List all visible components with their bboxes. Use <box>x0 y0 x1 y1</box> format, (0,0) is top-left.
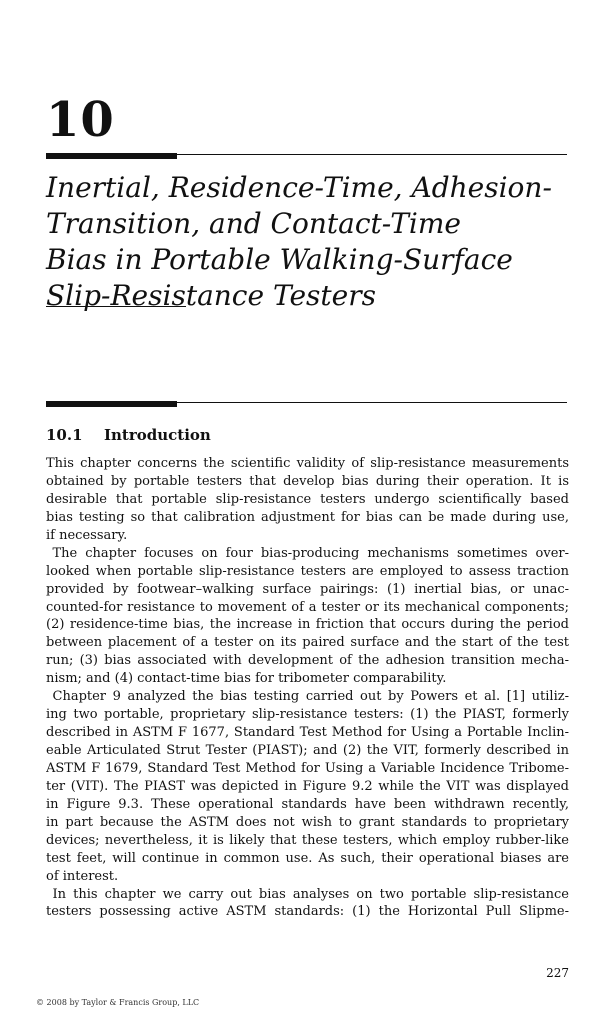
body-line: devices; nevertheless, it is likely that these testers, which employ rubber-like <box>46 832 569 848</box>
body-line: testers possessing active ASTM standards: (1) the Horizontal Pull Slipme- <box>46 904 569 920</box>
copyright-notice: © 2008 by Taylor & Francis Group, LLC <box>36 998 200 1007</box>
chapter-number: 10 <box>46 92 115 148</box>
body-line: if necessary. <box>46 527 128 543</box>
chapter-title <box>46 170 586 314</box>
body-line: of interest. <box>46 868 119 884</box>
body-line: Chapter 9 analyzed the bias testing carried out by Powers et al. [1] utiliz- <box>46 689 569 705</box>
body-line: bias testing so that calibration adjustment for bias can be made during use, <box>46 509 569 525</box>
body-line: between placement of a tester on its paired surface and the start of the test <box>46 635 569 651</box>
chapter-rule-bar <box>46 153 177 159</box>
body-line: The chapter focuses on four bias-producing mechanisms sometimes over- <box>46 545 569 561</box>
body-line: nism; and (4) contact-time bias for tribometer comparability. <box>46 671 447 687</box>
body-line: run; (3) bias associated with development of the adhesion transition mecha- <box>46 653 569 669</box>
section-divider-bar <box>46 401 177 407</box>
body-line: desirable that portable slip-resistance testers undergo scientifically based <box>46 491 569 507</box>
body-line: looked when portable slip-resistance testers are employed to assess traction <box>46 563 569 579</box>
body-line: eable Articulated Strut Tester (PIAST); and (2) the VIT, formerly described in <box>46 743 569 758</box>
body-line: ASTM F 1679, Standard Test Method for Using a Variable Incidence Tribome- <box>46 760 569 776</box>
body-line: in Figure 9.3. These operational standards have been withdrawn recently, <box>46 796 569 812</box>
body-line: provided by footwear–walking surface pairings: (1) inertial bias, or unac- <box>46 581 569 597</box>
body-line: This chapter concerns the scientific validity of slip-resistance measurements <box>46 456 569 471</box>
section-title: Introduction <box>104 426 211 444</box>
body-line: obtained by portable testers that develop bias during their operation. It is <box>46 473 569 489</box>
chapter-title-line: Inertial, Residence-Time, Adhesion- <box>46 171 552 204</box>
body-line: ing two portable, proprietary slip-resistance testers: (1) the PIAST, formerly <box>46 707 569 723</box>
section-heading <box>46 425 211 445</box>
body-line: In this chapter we carry out bias analyses on two portable slip-resistance <box>46 886 569 902</box>
section-number: 10.1 <box>46 426 83 444</box>
body-text <box>46 455 569 921</box>
title-underline <box>46 306 186 307</box>
body-line: (2) residence-time bias, the increase in friction that occurs during the period <box>46 617 569 633</box>
chapter-title-line: Bias in Portable Walking-Surface <box>46 243 513 276</box>
body-line: counted-for resistance to movement of a tester or its mechanical components; <box>46 599 569 615</box>
body-line: in part because the ASTM does not wish to grant standards to proprietary <box>46 814 569 830</box>
chapter-title-line: Slip-Resistance Testers <box>46 279 376 312</box>
body-line: ter (VIT). The PIAST was depicted in Figure 9.2 while the VIT was displayed <box>46 778 569 794</box>
body-line: described in ASTM F 1677, Standard Test Method for Using a Portable Inclin- <box>46 725 569 741</box>
chapter-title-line: Transition, and Contact-Time <box>46 207 461 240</box>
body-line: test feet, will continue in common use. As such, their operational biases are <box>46 850 569 866</box>
page-number: 227 <box>546 966 569 980</box>
